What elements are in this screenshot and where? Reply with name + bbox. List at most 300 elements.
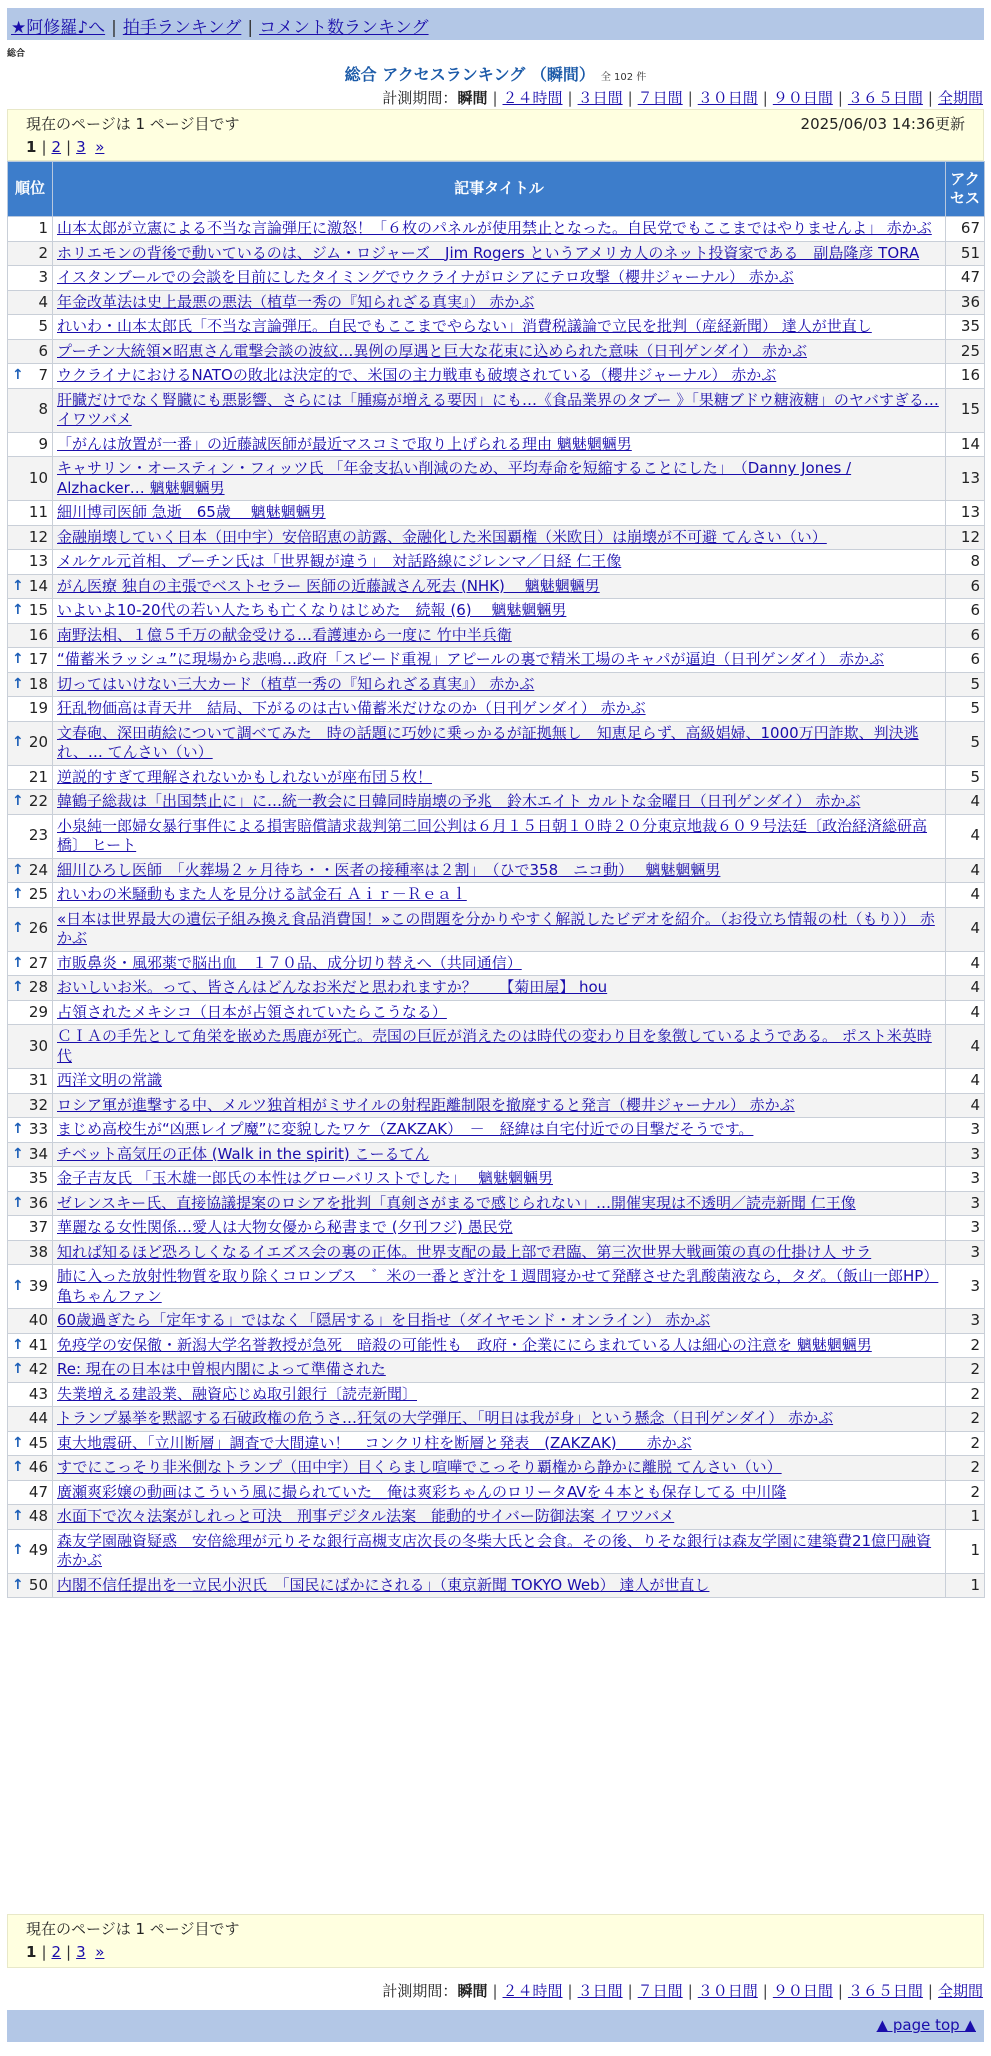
table-row	[8, 648, 985, 673]
table-row	[8, 623, 985, 648]
article-title-link[interactable]: 西洋文明の常識	[57, 1071, 163, 1089]
access-count: 1	[946, 1529, 985, 1573]
access-count: 4	[946, 858, 985, 883]
article-title-link[interactable]: ＣＩＡの手先として角栄を嵌めた馬鹿が死亡。売国の巨匠が消えたのは時代の変わり目を象徴しているようである。 ポスト米英時代	[57, 1027, 932, 1065]
access-count: 14	[946, 432, 985, 457]
title-cell	[53, 599, 946, 624]
article-title-link[interactable]: 知れば知るほど恐ろしくなるイエズス会の裏の正体。世界支配の最上部で君臨、第三次世界大戦画策の真の仕掛け人 サラ	[57, 1242, 872, 1261]
rank-cell	[8, 1505, 53, 1530]
rank-cell	[8, 951, 53, 976]
rank-number: 24	[28, 860, 48, 879]
title-cell	[53, 1069, 946, 1094]
title-cell	[53, 525, 946, 550]
period-current: 瞬間	[457, 89, 488, 107]
page-top-link[interactable]: ▲ page top ▲	[876, 2016, 976, 2034]
rank-cell	[8, 1142, 53, 1167]
rank-number: 13	[28, 552, 48, 570]
access-count: 67	[946, 217, 985, 242]
article-title-link[interactable]: 狂乱物価高は青天井 結局、下がるのは古い備蓄米だけなのか（日刊ゲンダイ） 赤かぶ	[57, 699, 646, 717]
title-cell	[53, 790, 946, 815]
article-title-link[interactable]: 内閣不信任提出を一立民小沢氏 「国民にばかにされる」（東京新聞 TOKYO Web） 達人が世直し	[57, 1575, 710, 1594]
title-cell	[53, 1025, 946, 1069]
article-title-link[interactable]: 南野法相、１億５千万の献金受ける…看護連から一度に 竹中半兵衛	[57, 625, 512, 644]
title-cell	[53, 241, 946, 266]
table-row	[8, 790, 985, 815]
period-365d-link[interactable]: ３６５日間	[847, 1982, 923, 2000]
rank-cell	[8, 721, 53, 765]
category-label: 総合	[7, 49, 26, 59]
article-title-link[interactable]: メルケル元首相、プーチン氏は「世界観が違う」 対話路線にジレンマ／日経 仁王像	[57, 552, 622, 570]
access-count: 36	[946, 290, 985, 315]
rank-number: 26	[28, 919, 48, 938]
current-page-text: 現在のページは 1 ページ目です	[26, 1920, 240, 1938]
table-row	[8, 1025, 985, 1069]
rank-cell	[8, 315, 53, 340]
period-separator: |	[627, 1982, 633, 2000]
title-cell	[53, 648, 946, 673]
article-title-link[interactable]: 切ってはいけない三大カード（植草一秀の『知られざる真実』） 赤かぶ	[57, 674, 535, 693]
rank-number: 42	[28, 1360, 48, 1378]
access-count: 2	[946, 1382, 985, 1407]
period-90d-link[interactable]: ９０日間	[772, 1982, 833, 2000]
access-count: 4	[946, 1093, 985, 1118]
access-count: 4	[946, 1069, 985, 1094]
rank-cell	[8, 217, 53, 242]
table-row	[8, 1333, 985, 1358]
article-title-link[interactable]: 韓鶴子総裁は「出国禁止に」に…統一教会に日韓同時崩壊の予兆 鈴木エイト カルトな金曜日（日刊ゲンダイ） 赤かぶ	[57, 792, 861, 810]
access-count: 4	[946, 814, 985, 858]
rank-cell	[8, 1333, 53, 1358]
table-row	[8, 364, 985, 389]
title-cell	[53, 1118, 946, 1143]
access-count: 51	[946, 241, 985, 266]
table-row	[8, 765, 985, 790]
title-column-header: 記事タイトル	[53, 162, 946, 217]
rank-cell	[8, 457, 53, 501]
access-count: 3	[946, 1265, 985, 1309]
rank-number: 38	[28, 1242, 48, 1261]
period-all-link[interactable]: 全期間	[937, 89, 983, 107]
period-separator: |	[927, 89, 933, 107]
rank-cell	[8, 1240, 53, 1265]
clap-ranking-link[interactable]: 拍手ランキング	[122, 18, 242, 38]
access-count: 12	[946, 525, 985, 550]
table-row	[8, 814, 985, 858]
article-title-link[interactable]: 水面下で次々法案がしれっと可決 刑事デジタル法案 能動的サイバー防御法案 イワツバメ	[57, 1507, 675, 1525]
title-cell	[53, 697, 946, 722]
rank-number: 37	[28, 1218, 48, 1236]
access-count: 3	[946, 1118, 985, 1143]
rank-cell	[8, 1191, 53, 1216]
rank-cell	[8, 241, 53, 266]
title-cell	[53, 1333, 946, 1358]
pager-bottom	[7, 1914, 984, 1968]
period-3d-link[interactable]: ３日間	[577, 1982, 623, 2000]
article-title-link[interactable]: 肺に入った放射性物質を取り除くコロンブス ゛米の一番とぎ汁を１週間寝かせて発酵させた乳酸菌液なら，タダ。（飯山一郎HP） 亀ちゃんファン	[57, 1267, 939, 1305]
article-title-link[interactable]: “備蓄米ラッシュ”に現場から悲鳴…政府「スピード重視」アピールの裏で精米工場のキャパが逼迫（日刊ゲンダイ） 赤かぶ	[57, 650, 885, 668]
page-title	[0, 62, 991, 85]
table-row	[8, 574, 985, 599]
table-row	[8, 1358, 985, 1383]
article-title-link[interactable]: 「がんは放置が一番」の近藤誠医師が最近マスコミで取り上げられる理由 魑魅魍魎男	[57, 434, 632, 453]
rank-number: 5	[38, 317, 48, 335]
article-title-link[interactable]: まじめ高校生が“凶悪レイプ魔”に変貌したワケ（ZAKZAK） － 経緯は自宅付近での目撃だそうです。	[57, 1120, 754, 1138]
rank-number: 15	[28, 601, 48, 619]
rank-cell	[8, 266, 53, 291]
access-count: 25	[946, 339, 985, 364]
article-title-link[interactable]: 金子吉友氏 「玉木雄一郎氏の本性はグローバリストでした」 魑魅魍魎男	[57, 1169, 553, 1187]
article-title-link[interactable]: 文春砲、深田萌絵について調べてみた 時の話題に巧妙に乗っかるが証拠無し 知恵足らず、高級娼婦、1000万円詐欺、判決逃れ、… てんさい（い）	[57, 723, 919, 761]
rank-up-arrow-icon: ↑	[12, 734, 24, 751]
rank-cell	[8, 432, 53, 457]
updated-timestamp: 2025/06/03 14:36更新	[800, 115, 965, 133]
rank-number: 41	[28, 1335, 48, 1354]
page-separator: |	[66, 138, 72, 156]
rank-up-arrow-icon: ↑	[12, 1434, 24, 1451]
comment-ranking-link[interactable]: コメント数ランキング	[259, 18, 429, 38]
period-30d-link[interactable]: ３０日間	[697, 1982, 758, 2000]
rank-number: 3	[38, 268, 48, 286]
access-column-header: アクセス	[946, 162, 985, 217]
rank-cell	[8, 907, 53, 951]
page-link-3[interactable]: 3	[76, 1943, 86, 1961]
table-row	[8, 1167, 985, 1192]
rank-cell	[8, 501, 53, 526]
rank-up-arrow-icon: ↑	[12, 367, 24, 383]
title-cell	[53, 501, 946, 526]
footer-bar	[7, 2010, 984, 2042]
article-title-link[interactable]: 失業増える建設業、融資応じぬ取引銀行〔読売新聞〕	[57, 1384, 418, 1403]
rank-number: 7	[38, 366, 48, 384]
rank-up-arrow-icon: ↑	[12, 1459, 24, 1475]
rank-cell	[8, 525, 53, 550]
title-cell	[53, 1191, 946, 1216]
rank-up-arrow-icon: ↑	[12, 1542, 24, 1559]
title-cell	[53, 1529, 946, 1573]
article-title-link[interactable]: 60歳過ぎたら「定年する」ではなく「隠居する」を目指せ（ダイヤモンド・オンライン） 赤かぶ	[57, 1311, 711, 1329]
table-row	[8, 1118, 985, 1143]
article-title-link[interactable]: すでにこっそり非米側なトランプ（田中宇）目くらまし喧嘩でこっそり覇権から静かに離脱 てんさい（い）	[57, 1458, 782, 1476]
rank-up-arrow-icon: ↑	[12, 651, 24, 667]
article-title-link[interactable]: がん医療 独自の主張でベストセラー 医師の近藤誠さん死去 (NHK) 魑魅魍魎男	[57, 576, 600, 595]
rank-number: 45	[28, 1433, 48, 1452]
rank-cell	[8, 790, 53, 815]
rank-cell	[8, 672, 53, 697]
page-link-2[interactable]: 2	[51, 1943, 62, 1961]
title-cell	[53, 266, 946, 291]
title-cell	[53, 1573, 946, 1598]
rank-number: 18	[28, 674, 48, 693]
rank-up-arrow-icon: ↑	[12, 886, 24, 902]
rank-number: 14	[28, 576, 48, 595]
table-row	[8, 1142, 985, 1167]
next-page-link[interactable]: »	[95, 138, 105, 156]
rank-number: 20	[28, 733, 48, 752]
period-7d-link[interactable]: ７日間	[637, 1982, 683, 2000]
rank-cell	[8, 599, 53, 624]
access-count: 13	[946, 501, 985, 526]
title-cell	[53, 1093, 946, 1118]
page-link-3[interactable]: 3	[76, 138, 86, 156]
current-page-text: 現在のページは 1 ページ目です	[26, 115, 240, 133]
title-cell	[53, 907, 946, 951]
article-title-link[interactable]: 細川ひろし医師 「火葬場２ヶ月待ち・・医者の接種率は２割」 （ひで358 ニコ動） 魑魅魍魎男	[57, 860, 721, 879]
access-count: 5	[946, 721, 985, 765]
table-row	[8, 290, 985, 315]
article-title-link[interactable]: トランプ暴挙を黙認する石破政権の危うさ…狂気の大学弾圧、「明日は我が身」という懸念（日刊ゲンダイ） 赤かぶ	[57, 1409, 834, 1427]
article-title-link[interactable]: 肝臓だけでなく腎臓にも悪影響、さらには「腫瘍が増える要因」にも…《食品業界のタブー 》「果糖ブドウ糖液糖」のヤバすぎる… イワツバメ	[57, 390, 939, 428]
title-cell	[53, 951, 946, 976]
rank-number: 9	[38, 434, 48, 453]
access-count: 4	[946, 976, 985, 1001]
access-count: 2	[946, 1480, 985, 1505]
rank-number: 6	[38, 341, 48, 360]
table-row	[8, 1480, 985, 1505]
rank-number: 50	[28, 1575, 48, 1594]
title-cell	[53, 217, 946, 242]
article-title-link[interactable]: 森友学園融資疑惑 安倍総理が元りそな銀行高槻支店次長の冬柴大氏と会食。その後、りそな銀行は森友学園に建築費21億円融資 赤かぶ	[57, 1531, 932, 1569]
table-row	[8, 550, 985, 575]
access-count: 13	[946, 457, 985, 501]
period-separator: |	[762, 1982, 768, 2000]
title-cell	[53, 1000, 946, 1025]
table-row	[8, 457, 985, 501]
period-separator: |	[837, 1982, 843, 2000]
table-row	[8, 1407, 985, 1432]
period-90d-link[interactable]: ９０日間	[772, 89, 833, 107]
title-cell	[53, 1480, 946, 1505]
table-row	[8, 1069, 985, 1094]
rank-cell	[8, 1069, 53, 1094]
table-row	[8, 501, 985, 526]
rank-number: 2	[38, 243, 48, 262]
table-row	[8, 1093, 985, 1118]
access-count: 16	[946, 364, 985, 389]
access-count: 15	[946, 388, 985, 432]
period-3d-link[interactable]: ３日間	[577, 89, 623, 107]
period-separator: |	[627, 89, 633, 107]
rank-number: 8	[38, 400, 48, 419]
period-separator: |	[687, 1982, 693, 2000]
rank-number: 10	[28, 468, 48, 487]
rank-cell	[8, 648, 53, 673]
article-title-link[interactable]: 占領されたメキシコ（日本が占領されていたらこうなる）	[57, 1002, 447, 1021]
table-row	[8, 1382, 985, 1407]
access-count: 3	[946, 1191, 985, 1216]
rank-up-arrow-icon: ↑	[12, 793, 24, 809]
rank-number: 11	[28, 503, 48, 521]
access-count: 2	[946, 1431, 985, 1456]
table-row	[8, 1265, 985, 1309]
table-row	[8, 1529, 985, 1573]
article-title-link[interactable]: 免疫学の安保徹・新潟大学名誉教授が急死 暗殺の可能性も 政府・企業ににらまれている人は細心の注意を 魑魅魍魎男	[57, 1335, 872, 1354]
article-title-link[interactable]: 年金改革法は史上最悪の悪法（植草一秀の『知られざる真実』） 赤かぶ	[57, 292, 535, 311]
page-link-2[interactable]: 2	[51, 138, 62, 156]
article-title-link[interactable]: 廣瀬爽彩嬢の動画はこういう風に撮られていた＿俺は爽彩ちゃんのロリータAVを４本とも保存してる 中川隆	[57, 1482, 787, 1501]
rank-number: 29	[28, 1002, 48, 1021]
article-title-link[interactable]: チベット高気圧の正体 (Walk in the spirit) こーるてん	[57, 1144, 430, 1163]
article-title-link[interactable]: れいわ・山本太郎氏「不当な言論弾圧。自民でもここまでやらない」消費税議論で立民を批判（産経新聞） 達人が世直し	[57, 317, 872, 335]
access-count: 2	[946, 1333, 985, 1358]
title-cell	[53, 315, 946, 340]
title-cell	[53, 339, 946, 364]
rank-cell	[8, 290, 53, 315]
rank-up-arrow-icon: ↑	[12, 675, 24, 692]
rank-number: 22	[28, 792, 48, 810]
page-separator: |	[41, 1943, 47, 1961]
title-cell	[53, 1431, 946, 1456]
access-count: 47	[946, 266, 985, 291]
title-cell	[53, 1309, 946, 1334]
access-count: 2	[946, 1456, 985, 1481]
access-count: 2	[946, 1358, 985, 1383]
access-count: 4	[946, 1000, 985, 1025]
access-count: 6	[946, 599, 985, 624]
rank-number: 46	[28, 1458, 48, 1476]
rank-up-arrow-icon: ↑	[12, 1361, 24, 1377]
table-row	[8, 1573, 985, 1598]
rank-cell	[8, 1358, 53, 1383]
title-cell	[53, 1265, 946, 1309]
home-link[interactable]: ★阿修羅♪へ	[11, 18, 106, 38]
title-cell	[53, 1382, 946, 1407]
period-all-link[interactable]: 全期間	[937, 1982, 983, 2000]
table-row	[8, 1216, 985, 1241]
access-count: 5	[946, 765, 985, 790]
rank-number: 23	[28, 826, 48, 845]
access-count: 4	[946, 907, 985, 951]
rank-number: 35	[28, 1169, 48, 1187]
rank-cell	[8, 1167, 53, 1192]
table-row	[8, 907, 985, 951]
page-separator: |	[41, 138, 47, 156]
title-cell	[53, 672, 946, 697]
article-title-link[interactable]: 逆説的すぎて理解されないかもしれないが座布団５枚！	[57, 767, 433, 786]
access-count: 3	[946, 1167, 985, 1192]
period-selector	[382, 87, 983, 108]
title-cell	[53, 814, 946, 858]
period-separator: |	[837, 89, 843, 107]
rank-number: 36	[28, 1193, 48, 1212]
rank-number: 4	[38, 292, 48, 311]
rank-cell	[8, 1431, 53, 1456]
table-row	[8, 388, 985, 432]
rank-number: 1	[38, 219, 48, 237]
title-cell	[53, 858, 946, 883]
rank-number: 19	[28, 699, 48, 717]
rank-cell	[8, 1000, 53, 1025]
article-title-link[interactable]: 細川博司医師 急逝 65歳 魑魅魍魎男	[57, 503, 326, 521]
article-title-link[interactable]: 市販鼻炎・風邪薬で脳出血 １７０品、成分切り替えへ（共同通信）	[57, 953, 522, 972]
article-title-link[interactable]: れいわの米騒動もまた人を見分ける試金石 Ａｉｒ－Ｒｅａｌ	[57, 885, 467, 903]
rank-column-header: 順位	[8, 162, 53, 217]
period-separator: |	[492, 89, 498, 107]
title-cell	[53, 721, 946, 765]
article-title-link[interactable]: ウクライナにおけるNATOの敗北は決定的で、米国の主力戦車も破壊されている（櫻井ジャーナル） 赤かぶ	[57, 366, 777, 384]
rank-number: 48	[28, 1507, 48, 1525]
period-24h-link[interactable]: ２４時間	[502, 89, 563, 107]
rank-cell	[8, 1529, 53, 1573]
rank-cell	[8, 1407, 53, 1432]
item-count: 全 102 件	[600, 72, 647, 83]
rank-up-arrow-icon: ↑	[12, 1508, 24, 1524]
table-row	[8, 266, 985, 291]
table-row	[8, 721, 985, 765]
rank-up-arrow-icon: ↑	[12, 1194, 24, 1211]
access-count: 3	[946, 1309, 985, 1334]
period-separator: |	[762, 89, 768, 107]
title-cell	[53, 976, 946, 1001]
rank-cell	[8, 883, 53, 908]
title-cell	[53, 1216, 946, 1241]
article-title-link[interactable]: おいしいお米。って、皆さんはどんなお米だと思われますか？ 【菊田屋】 hou	[57, 978, 608, 996]
period-30d-link[interactable]: ３０日間	[697, 89, 758, 107]
article-title-link[interactable]: プーチン大統領×昭恵さん電撃会談の波紋…異例の厚遇と巨大な花束に込められた意味（日刊ゲンダイ） 赤かぶ	[57, 341, 807, 360]
page-separator: |	[66, 1943, 72, 1961]
article-title-link[interactable]: イスタンブールでの会談を目前にしたタイミングでウクライナがロシアにテロ攻撃（櫻井ジャーナル） 赤かぶ	[57, 268, 794, 286]
rank-up-arrow-icon: ↑	[12, 1121, 24, 1137]
page-current: 1	[26, 1943, 37, 1961]
rank-number: 44	[28, 1409, 48, 1427]
period-separator: |	[492, 1982, 498, 2000]
access-count: 1	[946, 1573, 985, 1598]
access-count: 1	[946, 1505, 985, 1530]
period-separator: |	[687, 89, 693, 107]
table-row	[8, 858, 985, 883]
title-cell	[53, 883, 946, 908]
access-count: 2	[946, 1407, 985, 1432]
rank-cell	[8, 388, 53, 432]
rank-number: 27	[28, 953, 48, 972]
title-cell	[53, 1505, 946, 1530]
article-title-link[interactable]: 小泉純一郎婦女暴行事件による損害賠償請求裁判第二回公判は６月１５日朝１０時２０分東京地裁６０９号法廷〔政治経済総研高橋〕 ヒート	[57, 816, 928, 854]
period-7d-link[interactable]: ７日間	[637, 89, 683, 107]
article-title-link[interactable]: ゼレンスキー氏、直接協議提案のロシアを批判「真剣さがまるで感じられない」…開催実現は不透明／読売新聞 仁王像	[57, 1193, 856, 1212]
article-title-link[interactable]: 華麗なる女性関係…愛人は大物女優から秘書まで (夕刊フジ) 愚民党	[57, 1218, 513, 1236]
rank-number: 47	[28, 1482, 48, 1501]
table-row	[8, 951, 985, 976]
article-title-link[interactable]: ロシア軍が進撃する中、メルツ独首相がミサイルの射程距離制限を撤廃すると発言（櫻井ジャーナル） 赤かぶ	[57, 1095, 795, 1114]
rank-number: 25	[28, 885, 48, 903]
article-title-link[interactable]: 山本太郎が立憲による不当な言論弾圧に激怒！「６枚のパネルが使用禁止となった。自民党でもここまではやりませんよ」 赤かぶ	[57, 219, 932, 237]
article-title-link[interactable]: キャサリン・オースティン・フィッツ氏 「年金支払い削減のため、平均寿命を短縮することにした」 （Danny Jones / Alzhacker… 魑魅魍魎男	[57, 459, 852, 497]
table-row	[8, 672, 985, 697]
rank-up-arrow-icon: ↑	[12, 1576, 24, 1593]
access-count: 35	[946, 315, 985, 340]
rank-up-arrow-icon: ↑	[12, 979, 24, 995]
article-title-link[interactable]: ホリエモンの背後で動いているのは、ジム・ロジャーズ Jim Rogers というアメリカ人のネット投資家である 副島隆彦 TORA	[57, 243, 920, 262]
article-title-link[interactable]: 東大地震研、「立川断層」調査で大間違い！ コンクリ柱を断層と発表 (ZAKZAK) 赤かぶ	[57, 1433, 692, 1452]
table-row	[8, 1000, 985, 1025]
title-cell	[53, 432, 946, 457]
period-24h-link[interactable]: ２４時間	[502, 1982, 563, 2000]
next-page-link[interactable]: »	[95, 1943, 105, 1961]
period-365d-link[interactable]: ３６５日間	[847, 89, 923, 107]
article-title-link[interactable]: 金融崩壊していく日本（田中宇）安倍昭恵の訪露、金融化した米国覇権（米欧日）は崩壊が不可避 てんさい（い）	[57, 527, 827, 546]
access-count: 4	[946, 883, 985, 908]
ranking-title: 総合 アクセスランキング （瞬間）	[344, 65, 595, 84]
article-title-link[interactable]: いよいよ10-20代の若い人たちも亡くなりはじめた 続報 (6) 魑魅魍魎男	[57, 601, 567, 619]
article-title-link[interactable]: «日本は世界最大の遺伝子組み換え食品消費国！»この問題を分かりやすく解説したビデオを紹介。（お役立ち情報の杜（もり）） 赤かぶ	[57, 909, 935, 947]
table-row	[8, 1456, 985, 1481]
rank-cell	[8, 858, 53, 883]
rank-number: 43	[28, 1384, 48, 1403]
rank-number: 28	[28, 978, 48, 996]
article-title-link[interactable]: Re: 現在の日本は中曽根内閣によって準備された	[57, 1360, 386, 1378]
access-count: 5	[946, 672, 985, 697]
rank-number: 34	[28, 1144, 48, 1163]
table-row	[8, 1191, 985, 1216]
